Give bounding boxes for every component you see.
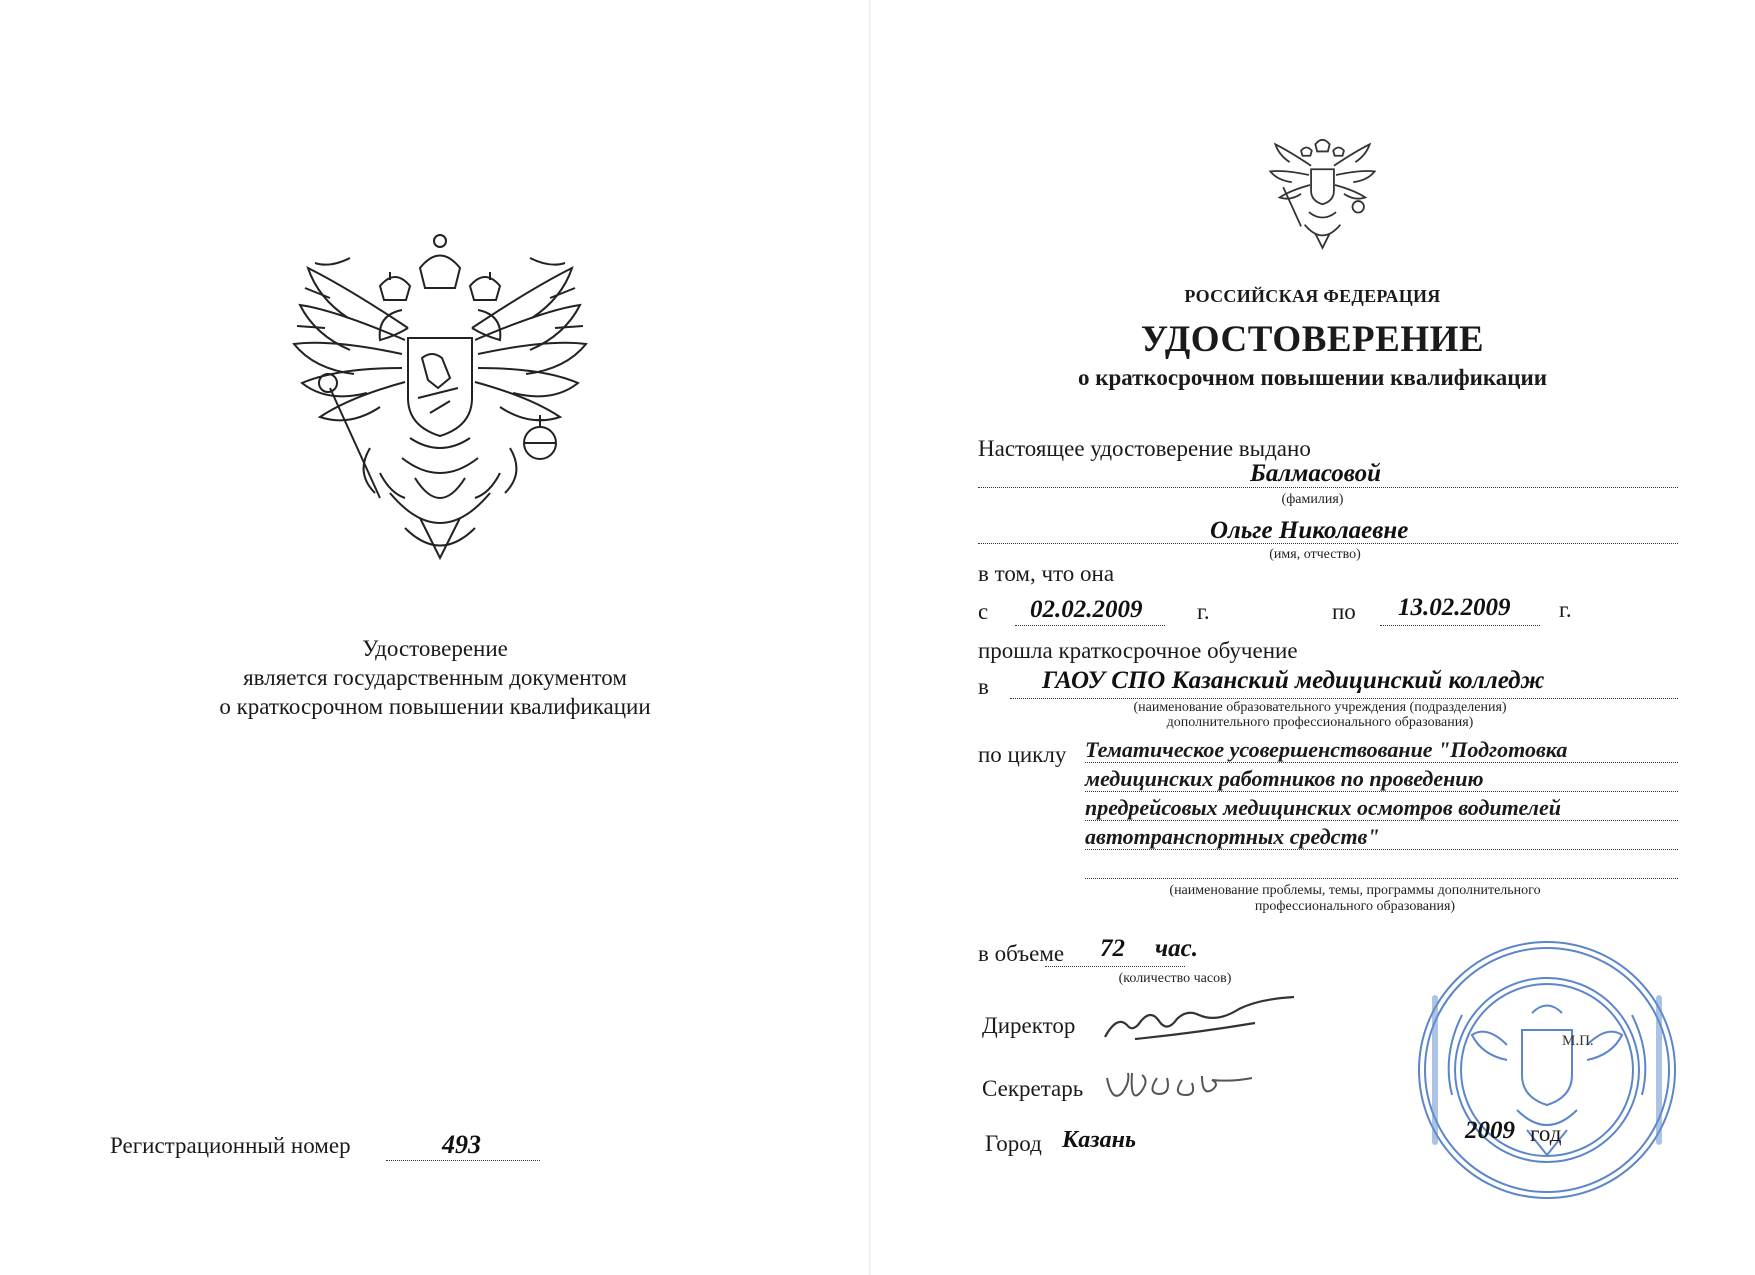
cycle-dotted-line (1085, 791, 1678, 792)
date-from-label: с (978, 599, 989, 624)
cycle-caption-line: профессионального образования) (1254, 899, 1456, 914)
cycle-line: автотранспортных средств" (1085, 824, 1380, 849)
city-value: Казань (1062, 1127, 1136, 1153)
institution-in-label: в (978, 674, 989, 699)
document-title: УДОСТОВЕРЕНИЕ (1140, 319, 1485, 360)
left-caption (0, 634, 870, 721)
year-label: год (1530, 1121, 1562, 1146)
date-from-value: 02.02.2009 (1030, 596, 1143, 623)
cycle-line: медицинских работников по проведению (1085, 766, 1484, 791)
cycle-caption-line: (наименование проблемы, темы, программы дополнительного (1169, 883, 1541, 898)
cycle-line: предрейсовых медицинских осмотров водителей (1085, 795, 1561, 820)
registration-dotted-line (386, 1160, 540, 1161)
hours-caption: (количество часов) (1118, 971, 1232, 986)
institution-caption-line: (наименование образовательного учреждения (подразделения) (1133, 700, 1507, 715)
date-to-label: по (1332, 599, 1356, 624)
that-label: в том, что она (978, 561, 1115, 586)
registration-number: 493 (442, 1130, 481, 1159)
secretary-signature (1102, 1058, 1262, 1118)
registration-label: Регистрационный номер (110, 1133, 351, 1158)
hours-value: 72 (1100, 935, 1125, 962)
given-name-caption: (имя, отчество) (1269, 547, 1361, 562)
cycle-dotted-line (1085, 849, 1678, 850)
date-from-dotted-line (1015, 625, 1165, 626)
cycle-dotted-line (1085, 820, 1678, 821)
hours-unit: час. (1155, 935, 1198, 962)
volume-label: в объеме (978, 941, 1065, 966)
cycle-label: по циклу (978, 742, 1067, 767)
surname-value: Балмасовой (1250, 460, 1382, 487)
director-signature (1095, 995, 1305, 1055)
year-value: 2009 (1465, 1117, 1515, 1144)
date-to-year-suffix: г. (1559, 597, 1572, 622)
coat-of-arms-emblem-large (290, 228, 590, 578)
institution-dotted-line (1010, 698, 1678, 699)
given-name-value: Ольге Николаевне (1210, 517, 1409, 544)
secretary-label: Секретарь (982, 1076, 1084, 1101)
coat-of-arms-emblem-small (1265, 130, 1380, 255)
left-caption-line: является государственным документом (243, 665, 627, 690)
stamp-mp-text: М.П. (1562, 1033, 1594, 1049)
cycle-dotted-line (1085, 762, 1678, 763)
date-to-dotted-line (1380, 625, 1540, 626)
date-to-value: 13.02.2009 (1398, 594, 1511, 621)
left-caption-line: о краткосрочном повышении квалификации (219, 694, 651, 719)
hours-dotted-line (1045, 966, 1185, 967)
surname-caption: (фамилия) (1281, 492, 1344, 507)
institution-value: ГАОУ СПО Казанский медицинский колледж (1042, 667, 1545, 694)
issued-label: Настоящее удостоверение выдано (978, 436, 1311, 461)
certificate-left-page (0, 0, 870, 1275)
document-subtitle: о краткосрочном повышении квалификации (1077, 365, 1548, 390)
date-from-year-suffix: г. (1197, 599, 1210, 624)
cycle-line: Тематическое усовершенствование "Подготовка (1085, 737, 1568, 762)
director-label: Директор (982, 1013, 1076, 1038)
official-round-stamp (1412, 935, 1682, 1205)
institution-caption-line: дополнительного профессионального образования) (1166, 715, 1474, 730)
cycle-dotted-line (1085, 878, 1678, 879)
country-heading: РОССИЙСКАЯ ФЕДЕРАЦИЯ (1184, 286, 1441, 306)
city-label: Город (985, 1131, 1042, 1156)
certificate-right-page (870, 0, 1755, 1275)
left-caption-line: Удостоверение (362, 636, 508, 661)
training-label: прошла краткосрочное обучение (978, 638, 1298, 663)
